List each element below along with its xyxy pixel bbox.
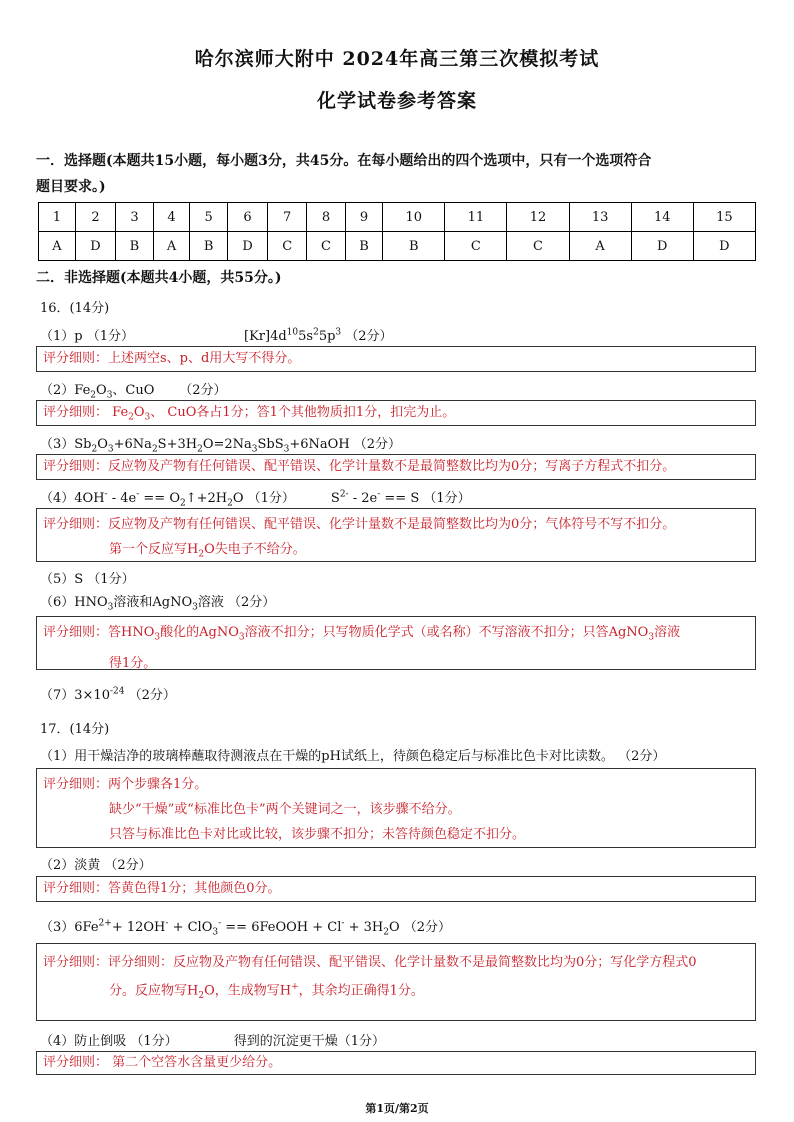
q16-answer-7: $(7)3\times 10^{-24}$ （2分） bbox=[40, 686, 176, 703]
question-number-cell: 1 bbox=[39, 203, 76, 232]
q16-answer-3: $(3)Sb_2O_3+6Na_2S+3H_2O=2Na_3SbS_3+6NaOH$ （2分） bbox=[40, 437, 402, 455]
q16-answer-6: $(6)HNO_3$溶液和AgNO$_3$溶液 （2分） bbox=[40, 595, 276, 613]
answer-cell: C bbox=[268, 232, 307, 261]
answer-cell: D bbox=[631, 232, 693, 261]
question-number-cell: 11 bbox=[445, 203, 507, 232]
q17-answer-3: $(3)6Fe^{2+}+ 12OH^- + ClO_3^-$ == 6FeOOH + $Cl^- + 3H_2O$ （2分） bbox=[40, 918, 451, 938]
document-subtitle: 化学试卷参考答案 bbox=[316, 90, 477, 112]
q17-answer-2: （2）淡黄 （2分） bbox=[40, 858, 152, 873]
question-number-cell: 14 bbox=[631, 203, 693, 232]
section2-heading: 二．非选择题(本题共4小题，共55分。) bbox=[36, 270, 282, 286]
q17-rubric-2: 评分细则：答黄色得1分；其他颜色0分。 bbox=[36, 876, 756, 902]
q16-rubric-2: 评分细则： $Fe_2O_3$、 CuO各占1分；答1个其他物质扣1分，扣完为止。 bbox=[36, 400, 756, 426]
page-footer: 第1页/第2页 bbox=[365, 1102, 429, 1115]
q16-answer-4: $(4)4OH^- - 4e^- == O_2↑+2H_2O$ （1分） $S^{2-} - 2e^- == S$ （1分） bbox=[40, 489, 471, 509]
question-number-cell: 8 bbox=[307, 203, 346, 232]
answer-cell: D bbox=[75, 232, 115, 261]
q16-answer-2: $(2)Fe_2O_3$、CuO （2分） bbox=[40, 383, 227, 401]
question-number-row bbox=[39, 203, 756, 232]
answer-cell: C bbox=[445, 232, 507, 261]
q16-rubric-3: 评分细则：反应物及产物有任何错误、配平错误、化学计量数不是最简整数比均为0分；写离子方程式不扣分。 bbox=[36, 454, 756, 480]
q17-label: 17．(14分) bbox=[40, 722, 110, 737]
question-number-cell: 13 bbox=[569, 203, 631, 232]
q17-rubric-4: 评分细则： 第二个空答水含量更少给分。 bbox=[36, 1051, 756, 1075]
question-number-cell: 12 bbox=[507, 203, 569, 232]
question-number-cell: 9 bbox=[345, 203, 382, 232]
q16-answer-1: （1）p （1分） $[Kr]4d^{10}5s^25p^3$ （2分） bbox=[40, 327, 393, 344]
q17-rubric-1: 评分细则：两个步骤各1分。 缺少“干燥”或“标准比色卡”两个关键词之一，该步骤不给分。 只答与标准比色卡对比或比较，该步骤不扣分；未答待颜色稳定不扣分。 bbox=[36, 768, 756, 848]
question-number-cell: 6 bbox=[227, 203, 267, 232]
answer-cell: A bbox=[569, 232, 631, 261]
answer-table bbox=[38, 202, 756, 261]
question-number-cell: 2 bbox=[75, 203, 115, 232]
answer-cell: D bbox=[693, 232, 755, 261]
q16-rubric-1: 评分细则：上述两空s、p、d用大写不得分。 bbox=[36, 346, 756, 372]
q16-answer-5: （5）S （1分） bbox=[40, 572, 135, 587]
q17-rubric-3: 评分细则：评分细则：反应物及产物有任何错误、配平错误、化学计量数不是最简整数比均为0分；写化学方程式0 分。反应物写$H_2O$，生成物写H+，其余均正确得1分。 bbox=[36, 943, 756, 1021]
q17-answer-1: （1）用干燥洁净的玻璃棒蘸取待测液点在干燥的pH试纸上，待颜色稳定后与标准比色卡对比读数。 （2分） bbox=[40, 749, 666, 764]
question-number-cell: 10 bbox=[383, 203, 445, 232]
answer-cell: B bbox=[383, 232, 445, 261]
answer-row bbox=[39, 232, 756, 261]
document-title: 哈尔滨师大附中 2024年高三第三次模拟考试 bbox=[194, 48, 600, 70]
answer-cell: B bbox=[116, 232, 153, 261]
answer-cell: C bbox=[507, 232, 569, 261]
answer-cell: C bbox=[307, 232, 346, 261]
answer-cell: B bbox=[345, 232, 382, 261]
answer-cell: B bbox=[190, 232, 227, 261]
q16-label: 16．(14分) bbox=[40, 301, 110, 316]
answer-cell: A bbox=[153, 232, 190, 261]
question-number-cell: 15 bbox=[693, 203, 755, 232]
section1-heading: 一．选择题(本题共15小题，每小题3分，共45分。在每小题给出的四个选项中，只有一个选项符合 题目要求。) bbox=[36, 153, 652, 195]
q17-answer-4: （4）防止倒吸 （1分） 得到的沉淀更干燥（1分） bbox=[40, 1034, 385, 1049]
answer-cell: D bbox=[227, 232, 267, 261]
answer-cell: A bbox=[39, 232, 76, 261]
question-number-cell: 7 bbox=[268, 203, 307, 232]
q16-rubric-4: 评分细则：反应物及产物有任何错误、配平错误、化学计量数不是最简整数比均为0分；气体符号不写不扣分。 第一个反应写$H_2O$失电子不给分。 bbox=[36, 508, 756, 562]
question-number-cell: 3 bbox=[116, 203, 153, 232]
question-number-cell: 4 bbox=[153, 203, 190, 232]
q16-rubric-6: 评分细则：答$HNO_3$酸化的AgNO$_3$溶液不扣分；只写物质化学式（或名称）不写溶液不扣分；只答AgNO$_3$溶液 得1分。 bbox=[36, 616, 756, 670]
question-number-cell: 5 bbox=[190, 203, 227, 232]
